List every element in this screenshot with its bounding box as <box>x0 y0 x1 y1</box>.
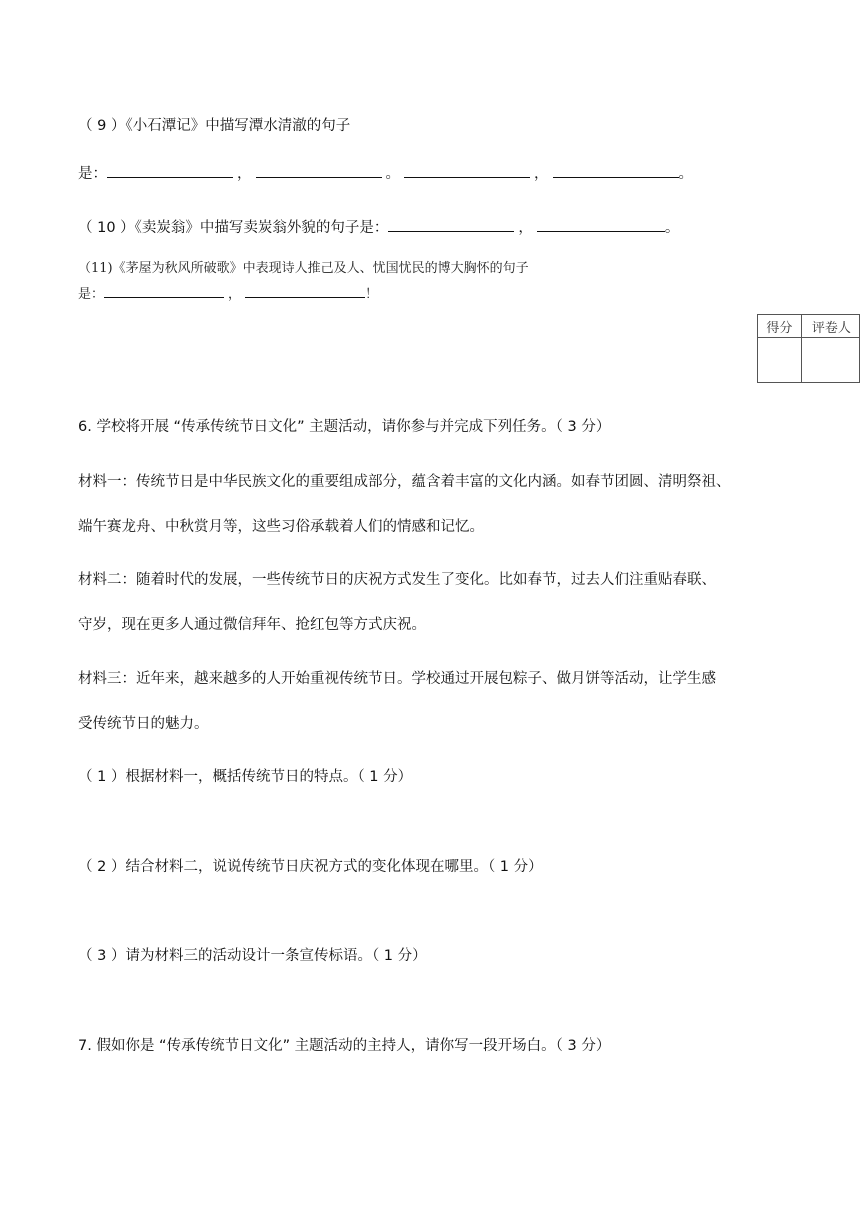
q11-answer-line <box>78 283 378 305</box>
q9-sep-2: 。 <box>385 166 400 182</box>
q9-answer-line <box>78 163 693 184</box>
q10-end: 。 <box>664 220 680 236</box>
q6-material3-line1: 材料三：近年来，越来越多的人开始重视传统节日。学校通过开展包粽子、做月饼等活动，让学生感 <box>78 671 716 687</box>
q6-material1-line2: 端午赛龙舟、中秋赏月等，这些习俗承载着人们的情感和记忆。 <box>78 519 484 535</box>
q6-sub3: （ 3 ）请为材料三的活动设计一条宣传标语。（ 1 分） <box>78 948 427 964</box>
q10-blank-1[interactable] <box>388 217 514 232</box>
q6-sub2: （ 2 ）结合材料二，说说传统节日庆祝方式的变化体现在哪里。（ 1 分） <box>78 859 543 875</box>
q9-blank-2[interactable] <box>256 163 382 178</box>
q11-blank-1[interactable] <box>104 283 224 298</box>
q9-end: 。 <box>678 166 693 182</box>
q6-material3-line2: 受传统节日的魅力。 <box>78 716 209 732</box>
q9-sep-3: ， <box>534 166 549 182</box>
q10-prompt: （ 10 ）《卖炭翁》中描写卖炭翁外貌的句子是： <box>78 220 389 236</box>
q9-prompt: （ 9 ）《小石潭记》中描写潭水清澈的句子 <box>78 118 351 134</box>
q11-answer-prefix: 是： <box>78 287 105 302</box>
q9-sep-1: ， <box>237 166 252 182</box>
q10-blank-2[interactable] <box>537 217 665 232</box>
q11-sep-1: ， <box>228 287 242 302</box>
q9-blank-4[interactable] <box>553 163 679 178</box>
q9-answer-prefix: 是： <box>78 166 107 182</box>
q11-end: ！ <box>365 287 379 302</box>
q10-line <box>78 217 679 238</box>
q9-blank-1[interactable] <box>107 163 233 178</box>
score-cell[interactable] <box>758 338 802 383</box>
q6-title: 6. 学校将开展 “传承传统节日文化” 主题活动，请你参与并完成下列任务。（ 3 分） <box>78 419 611 435</box>
grader-cell[interactable] <box>801 338 859 383</box>
q9-blank-3[interactable] <box>404 163 530 178</box>
score-table <box>757 314 860 383</box>
score-header: 得分 <box>758 315 802 338</box>
q6-material2-line2: 守岁，现在更多人通过微信拜年、抢红包等方式庆祝。 <box>78 617 426 633</box>
q6-material1-line1: 材料一：传统节日是中华民族文化的重要组成部分，蕴含着丰富的文化内涵。如春节团圆、清明祭祖、 <box>78 474 731 490</box>
q11-blank-2[interactable] <box>245 283 365 298</box>
grader-header: 评卷人 <box>801 315 859 338</box>
q6-material2-line1: 材料二：随着时代的发展，一些传统节日的庆祝方式发生了变化。比如春节，过去人们注重贴春联、 <box>78 572 716 588</box>
q6-sub1: （ 1 ）根据材料一，概括传统节日的特点。（ 1 分） <box>78 769 413 785</box>
q11-prompt: （11)《茅屋为秋风所破歌》中表现诗人推己及人、忧国忧民的博大胸怀的句子 <box>78 261 529 276</box>
q10-sep-1: ， <box>518 220 533 236</box>
q7-title: 7. 假如你是 “传承传统节日文化” 主题活动的主持人，请你写一段开场白。（ 3 分） <box>78 1038 611 1054</box>
